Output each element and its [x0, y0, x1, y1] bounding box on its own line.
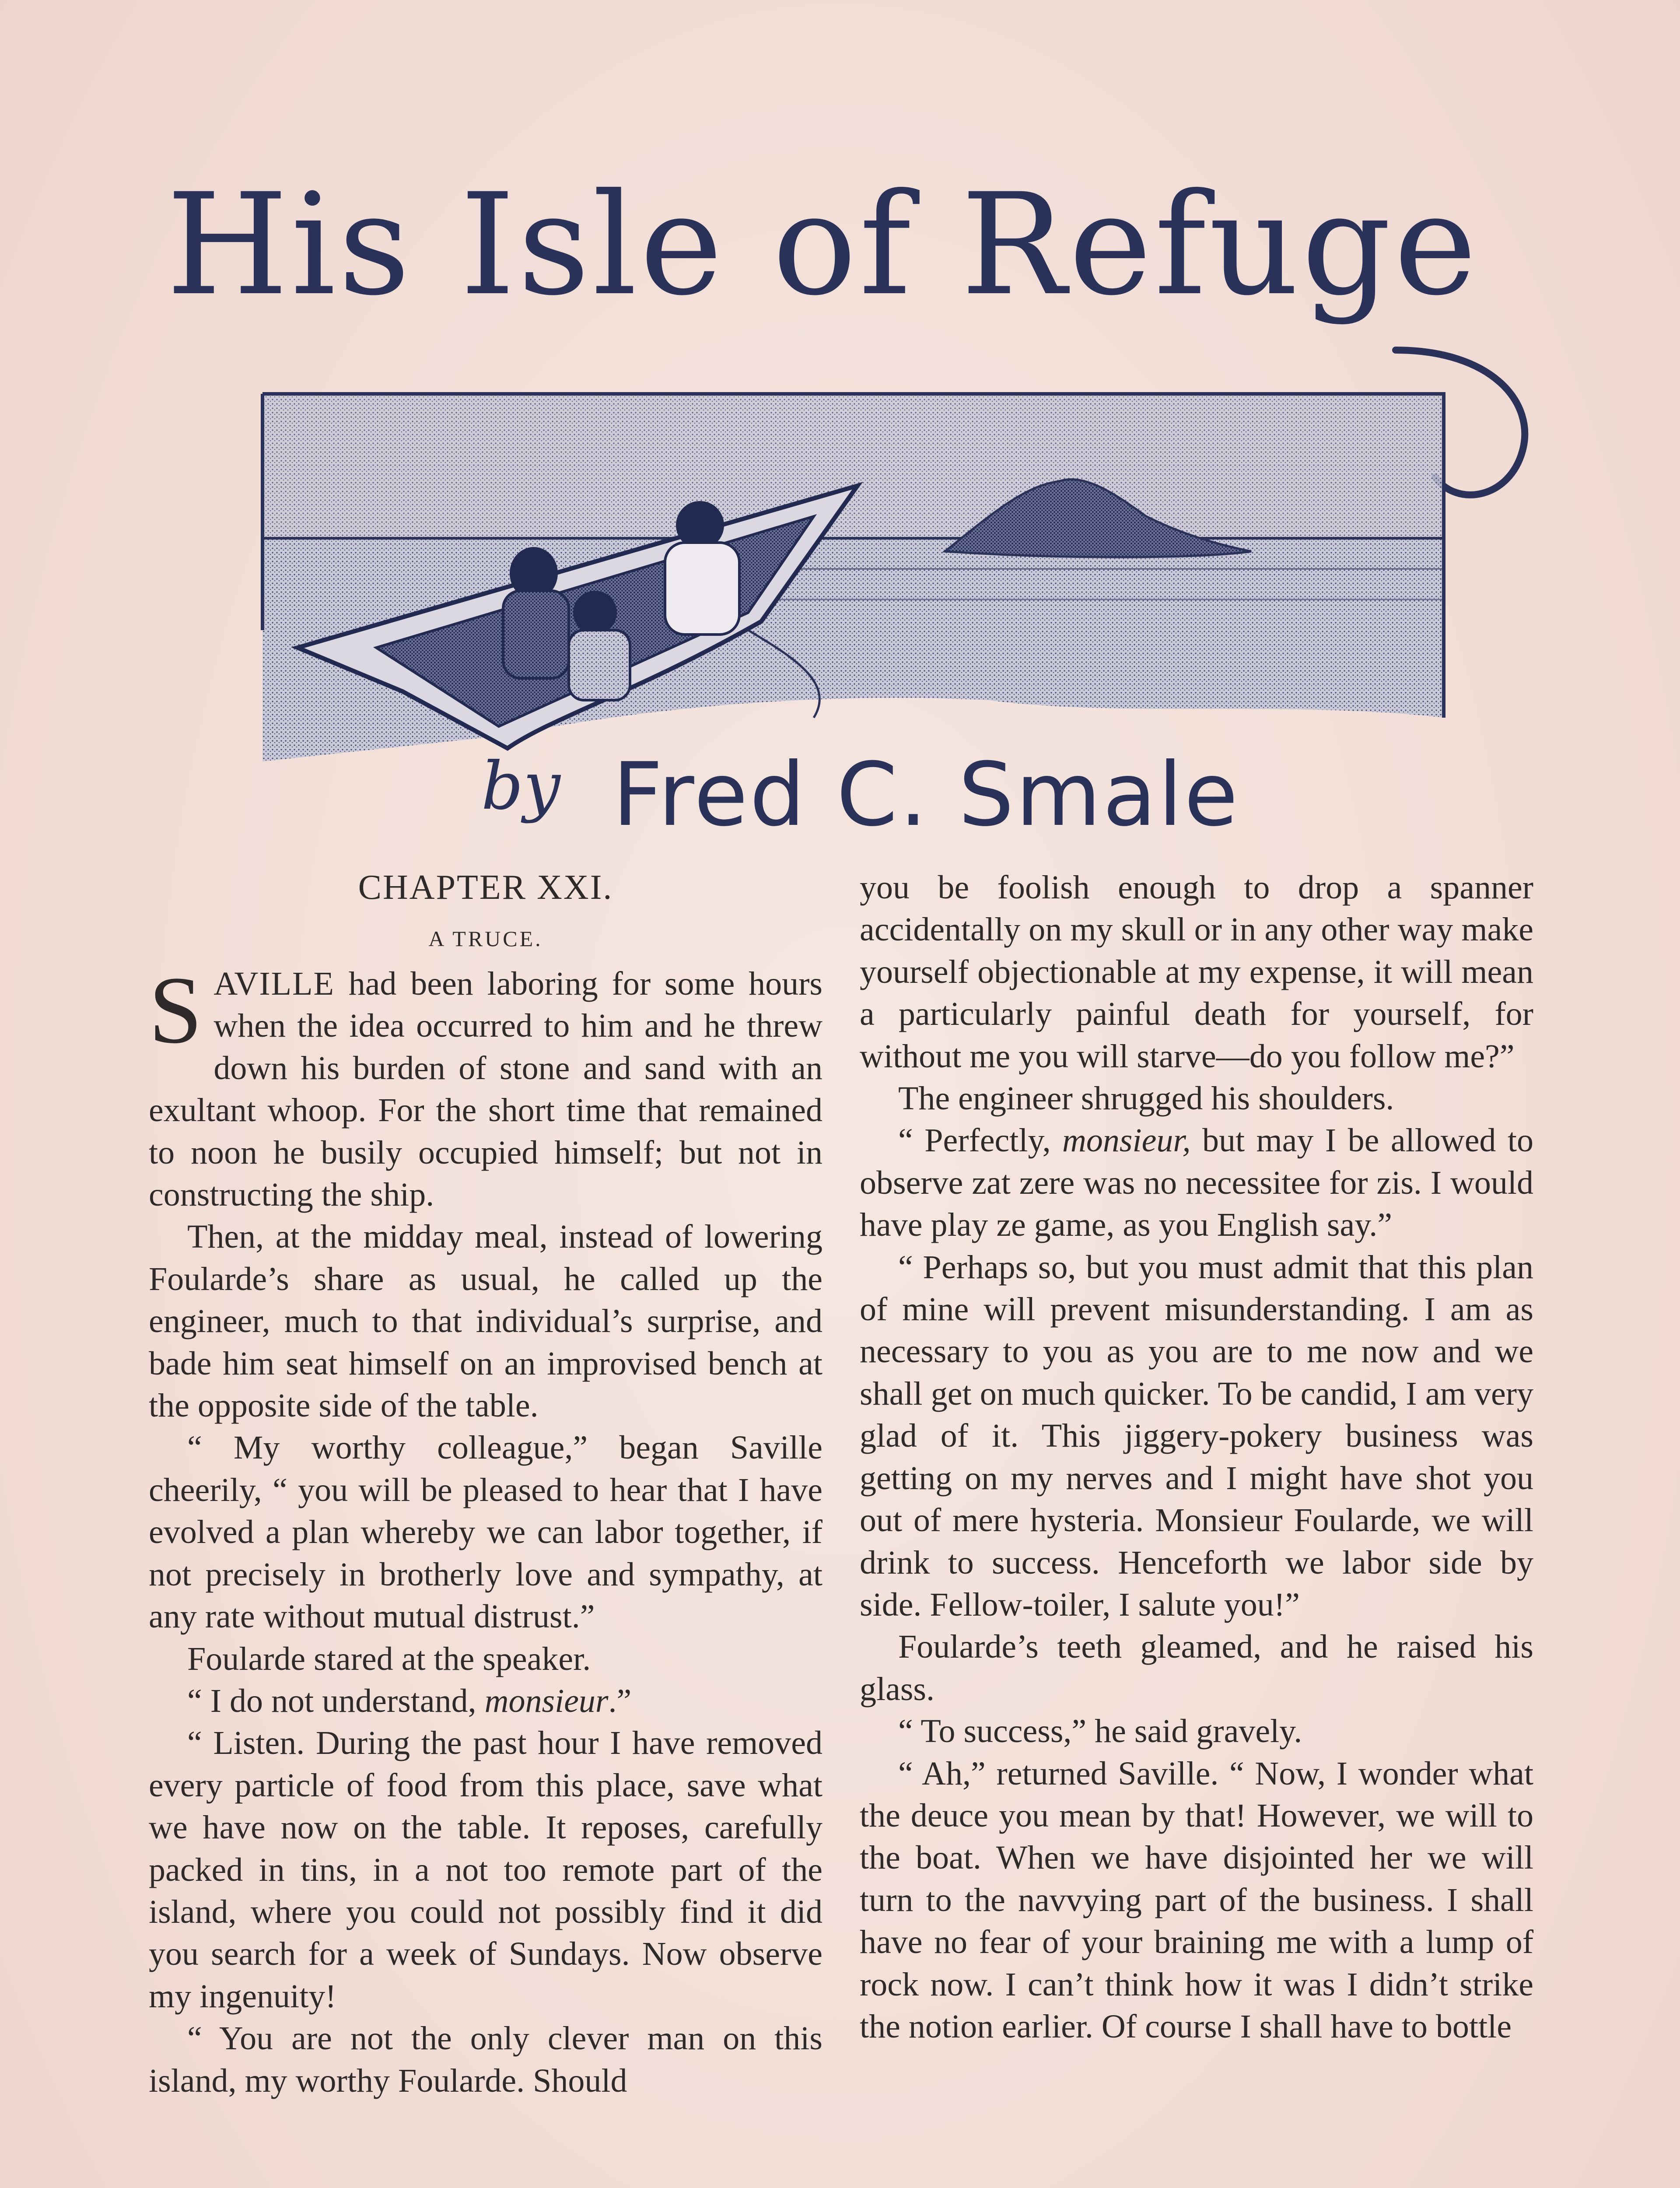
- drop-cap: S: [149, 957, 203, 1063]
- italic-word: monsieur: [484, 1682, 609, 1719]
- chapter-heading: CHAPTER XXI.: [358, 868, 613, 907]
- boat-island-illustration: [245, 385, 1461, 761]
- paragraph-text: .”: [608, 1682, 632, 1719]
- paragraph-text: “ Perfectly,: [898, 1122, 1063, 1159]
- paragraph-text: but may I be allowed to observe zat zere was no necessitee for zis. I would have play ze game, as you English say.”: [860, 1122, 1534, 1244]
- right-column: [860, 866, 1533, 2048]
- paragraph: “ Perhaps so, but you must admit that this plan of mine will prevent misunderstanding. I am as necessary to you as you are to me now and we shall get on much quicker. To be candid, I am very glad of it. This jiggery-pokery business was getting on my nerves and I might have shot you out of mere hysteria. Monsieur Foularde, we will drink to success. Henceforth we labor side by side. Fellow-toiler, I salute you!”: [860, 1248, 1533, 1623]
- paragraph: Then, at the midday meal, instead of lowering Foularde’s share as usual, he called up the engineer, much to that individual’s surprise, and bade him seat himself on an improvised bench at the opposite side of the table.: [149, 1218, 822, 1424]
- byline-by: by: [481, 748, 560, 824]
- paragraph: “ My worthy colleague,” began Saville cheerily, “ you will be pleased to hear that I have evolved a plan whereby we can labor together, if not precisely in brotherly love and sympathy, at any rate without mutual distrust.”: [149, 1429, 822, 1635]
- paragraph: “ Listen. During the past hour I have removed every particle of food from this place, save what we have now on the table. It reposes, carefully packed in tins, in a not too remote part of the island, where you could not possibly find it did you search for a week of Sundays. Now observe my ingenuity!: [149, 1725, 822, 2015]
- chapter-subtitle: A TRUCE.: [428, 926, 543, 951]
- paragraph: [149, 1680, 822, 1722]
- paragraph: [860, 1119, 1533, 1246]
- paragraph: [149, 957, 822, 1216]
- paragraph: “ To success,” he said gravely.: [898, 1713, 1302, 1750]
- paragraph: Foularde stared at the speaker.: [187, 1640, 591, 1677]
- paragraph: Foularde’s teeth gleamed, and he raised his glass.: [860, 1628, 1533, 1708]
- paragraph: “ You are not the only clever man on this island, my worthy Foularde. Should: [149, 2020, 822, 2099]
- paragraph: The engineer shrugged his shoulders.: [898, 1080, 1394, 1117]
- drop-cap-word: AVILLE: [214, 965, 335, 1002]
- paragraph-text: “ I do not understand,: [187, 1682, 485, 1719]
- left-column: [149, 866, 822, 2102]
- paragraph: you be foolish enough to drop a spanner accidentally on my skull or in any other way make yourself objectionable at my expense, it will mean a particularly painful death for yourself, for without me you will starve—do you follow me?”: [860, 869, 1533, 1075]
- paragraph-text: had been laboring for some hours when the idea occurred to him and he threw down his burden of stone and sand with an exultant whoop. For the short time that remained to noon he busily occupied himself; but not in constructing the ship.: [149, 965, 822, 1213]
- paragraph: “ Ah,” returned Saville. “ Now, I wonder what the deuce you mean by that! However, we will to the boat. When we have disjointed her we will turn to the navvying part of the business. I shall have no fear of your braining me with a lump of rock now. I can’t think how it was I didn’t strike the notion earlier. Of course I shall have to bottle: [860, 1755, 1533, 2045]
- byline: [481, 744, 1269, 849]
- author-name: Fred C. Smale: [612, 744, 1240, 846]
- story-title: His Isle of Refuge: [166, 164, 1480, 326]
- italic-word: monsieur,: [1062, 1122, 1191, 1159]
